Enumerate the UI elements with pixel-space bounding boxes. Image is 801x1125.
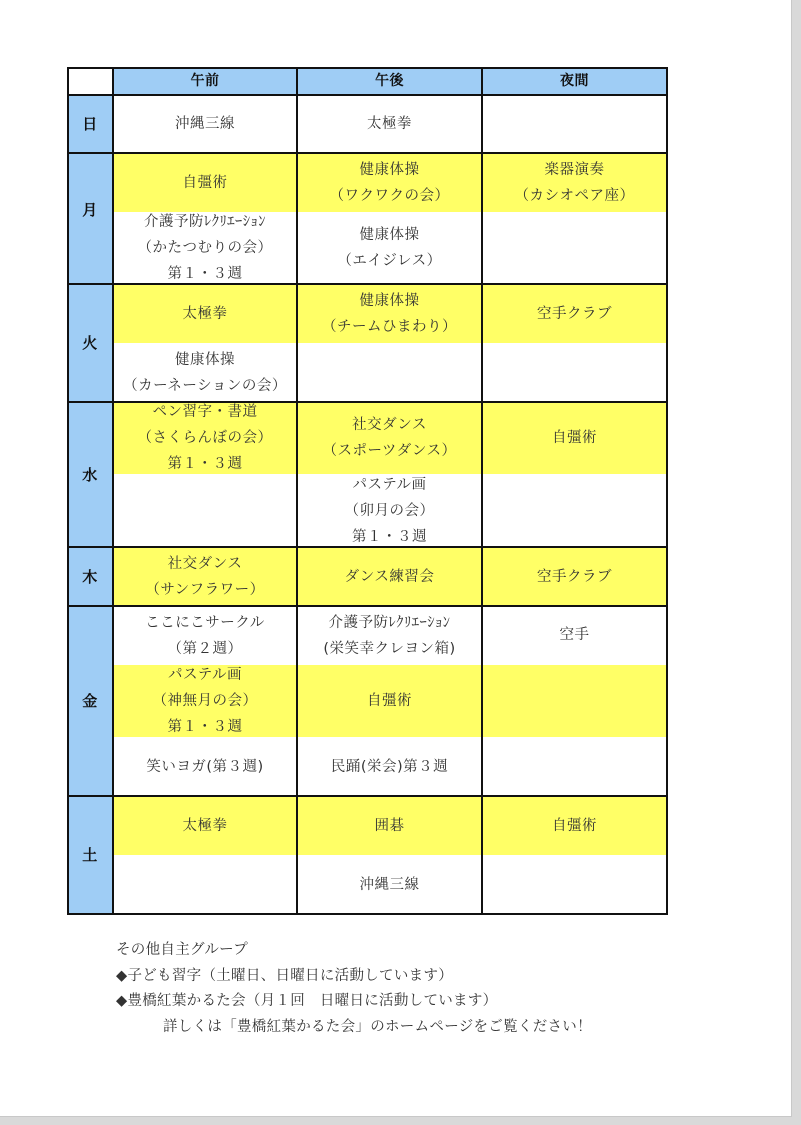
- activity-line: 健康体操: [359, 227, 420, 243]
- header-night-label: 夜間: [560, 73, 589, 89]
- notes-item-karuta-detail: 詳しくは「豊橋紅葉かるた会」のホームページをご覧ください！: [163, 1018, 592, 1035]
- sun-afternoon: [297, 95, 482, 153]
- activity-line: 第１・３週: [167, 456, 243, 472]
- fri-night-3: [482, 737, 667, 796]
- wed-morning-2: [113, 474, 297, 547]
- activity-line: ダンス練習会: [344, 568, 435, 585]
- tue-night-2: [482, 343, 667, 402]
- mon-morning-1: [113, 153, 297, 212]
- activity-line: パステル画: [352, 476, 427, 493]
- row-divider: [67, 546, 667, 548]
- activity-line: 空手クラブ: [537, 305, 612, 322]
- corner-cell: [67, 67, 113, 95]
- activity-line: 自彊術: [552, 817, 597, 834]
- activity-line: 空手クラブ: [537, 568, 612, 585]
- table-border-top: [67, 67, 667, 69]
- sat-morning-1: [113, 796, 297, 855]
- notes-item-kids-calligraphy: ◆子ども習字（土曜日、日曜日に活動しています）: [116, 967, 454, 984]
- thu-night: [482, 547, 667, 606]
- activity-line: 介護予防ﾚｸﾘｴｰｼｮﾝ: [328, 614, 451, 631]
- day-wednesday-label: 水: [82, 465, 98, 484]
- row-divider: [67, 152, 667, 154]
- activity-line: 第１・３週: [167, 266, 243, 282]
- activity-line: 第１・３週: [167, 719, 243, 735]
- fri-night-1: [482, 606, 667, 665]
- thu-afternoon: [297, 547, 482, 606]
- weekly-schedule-table: [67, 67, 667, 914]
- activity-line: 太極拳: [182, 305, 228, 322]
- row-divider: [67, 401, 667, 403]
- header-afternoon-label: 午後: [375, 73, 404, 89]
- activity-line: （スポーツダンス）: [322, 443, 457, 459]
- activity-line: 民踊(栄会)第３週: [330, 758, 449, 775]
- table-border-right: [666, 67, 668, 915]
- sat-night-2: [482, 855, 667, 914]
- activity-line: パステル画: [168, 667, 242, 683]
- table-border-bottom: [67, 913, 667, 915]
- activity-line: （かたつむりの会）: [137, 240, 273, 256]
- mon-afternoon-1: [297, 153, 482, 212]
- col-divider: [112, 67, 114, 915]
- mon-night-2: [482, 212, 667, 284]
- sat-afternoon-1: [297, 796, 482, 855]
- activity-line: 囲碁: [374, 817, 405, 834]
- activity-line: (栄笑幸クレヨン箱): [323, 640, 456, 657]
- activity-line: （チームひまわり）: [322, 318, 457, 335]
- activity-line: 笑いヨガ(第３週): [146, 758, 264, 775]
- activity-line: 沖縄三線: [175, 116, 235, 132]
- day-saturday-label: 土: [82, 846, 98, 864]
- row-divider: [67, 283, 667, 285]
- day-thursday: [67, 547, 113, 606]
- col-divider: [481, 67, 483, 915]
- sat-night-1: [482, 796, 667, 855]
- activity-line: （エイジレス）: [337, 253, 442, 269]
- mon-afternoon-2: [297, 212, 482, 284]
- activity-line: （カーネーションの会）: [123, 377, 287, 394]
- fri-afternoon-1: [297, 606, 482, 665]
- activity-line: ここにこサークル: [145, 614, 265, 631]
- fri-afternoon-3: [297, 737, 482, 796]
- activity-line: ペン習字・書道: [152, 404, 258, 420]
- fri-night-2: [482, 665, 667, 737]
- row-divider: [67, 94, 667, 96]
- fri-morning-1: [113, 606, 297, 665]
- tue-morning-1: [113, 284, 297, 343]
- tue-morning-2: [113, 343, 297, 402]
- fri-morning-2: [113, 665, 297, 737]
- activity-line: （サンフラワー）: [145, 581, 265, 598]
- row-divider: [67, 795, 667, 797]
- table-border-left: [67, 67, 69, 915]
- day-wednesday: [67, 402, 113, 547]
- activity-line: 社交ダンス: [167, 555, 243, 572]
- header-morning-label: 午前: [190, 73, 220, 89]
- mon-night-1: [482, 153, 667, 212]
- activity-line: 楽器演奏: [544, 161, 605, 178]
- header-night: [482, 67, 667, 95]
- sat-morning-2: [113, 855, 297, 914]
- day-monday-label: 月: [82, 201, 98, 219]
- activity-line: （卯月の会）: [344, 502, 435, 519]
- day-monday: [67, 153, 113, 284]
- activity-line: 空手: [559, 627, 590, 643]
- day-sunday: [67, 95, 113, 153]
- activity-line: 健康体操: [359, 161, 420, 178]
- activity-line: 自彊術: [182, 174, 228, 191]
- sat-afternoon-2: [297, 855, 482, 914]
- fri-afternoon-2: [297, 665, 482, 737]
- col-divider: [296, 67, 298, 915]
- tue-afternoon-1: [297, 284, 482, 343]
- day-saturday: [67, 796, 113, 914]
- activity-line: 介護予防ﾚｸﾘｴｰｼｮﾝ: [144, 214, 266, 230]
- row-divider: [67, 605, 667, 607]
- fri-morning-3: [113, 737, 297, 796]
- wed-night-1: [482, 402, 667, 474]
- day-friday-label: 金: [82, 692, 98, 710]
- day-tuesday: [67, 284, 113, 402]
- activity-line: （ワクワクの会）: [329, 187, 450, 204]
- activity-line: 自彊術: [552, 430, 597, 446]
- header-afternoon: [297, 67, 482, 95]
- wed-afternoon-2: [297, 474, 482, 547]
- notes-item-karuta: ◆豊橋紅葉かるた会（月１回 日曜日に活動しています）: [116, 993, 498, 1009]
- wed-afternoon-1: [297, 402, 482, 474]
- thu-morning: [113, 547, 297, 606]
- activity-line: 健康体操: [174, 351, 235, 368]
- activity-line: （さくらんぼの会）: [137, 430, 273, 446]
- day-tuesday-label: 火: [82, 334, 98, 352]
- day-friday: [67, 606, 113, 796]
- activity-line: 太極拳: [367, 116, 412, 132]
- day-thursday-label: 木: [82, 567, 98, 586]
- other-groups-notes: [116, 938, 592, 1040]
- day-sunday-label: 日: [82, 115, 98, 133]
- wed-night-2: [482, 474, 667, 547]
- activity-line: 健康体操: [359, 292, 420, 309]
- activity-line: 社交ダンス: [352, 417, 427, 433]
- activity-line: 第１・３週: [352, 528, 427, 545]
- activity-line: 自彊術: [367, 693, 412, 709]
- activity-line: 太極拳: [182, 817, 228, 834]
- activity-line: （カシオペア座）: [514, 187, 635, 204]
- wed-morning-1: [113, 402, 297, 474]
- tue-afternoon-2: [297, 343, 482, 402]
- sun-night: [482, 95, 667, 153]
- activity-line: （第２週）: [167, 640, 243, 657]
- header-morning: [113, 67, 297, 95]
- sun-morning: [113, 95, 297, 153]
- activity-line: 沖縄三線: [359, 876, 420, 893]
- mon-morning-2: [113, 212, 297, 284]
- tue-night-1: [482, 284, 667, 343]
- activity-line: （神無月の会）: [152, 693, 258, 709]
- notes-title: その他自主グループ: [116, 942, 249, 958]
